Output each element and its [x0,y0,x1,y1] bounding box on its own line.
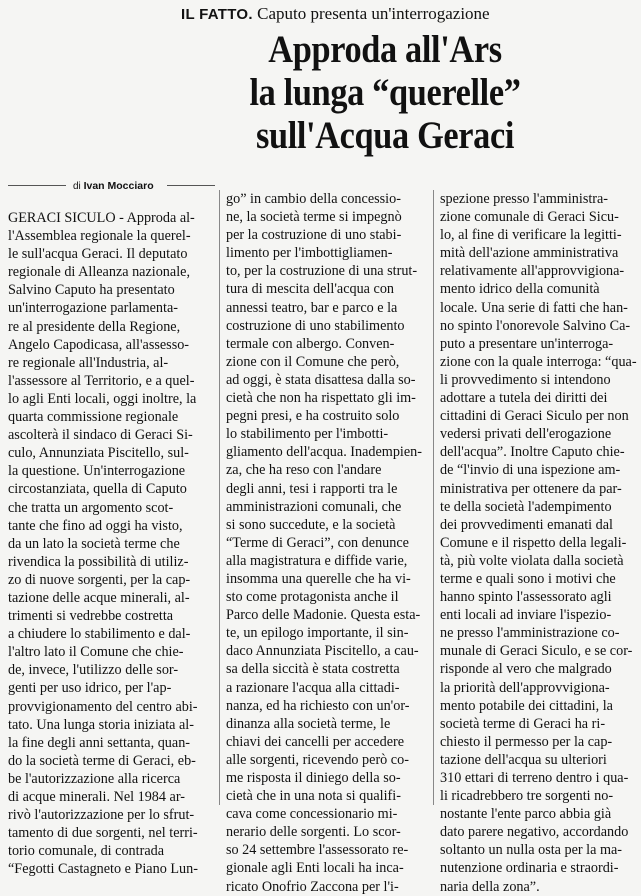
article-text-line: trimenti si vedrebbe costretta [8,608,174,625]
article-kicker [181,4,621,25]
article-text-line: limento per l'imbottigliamen- [226,245,393,262]
article-text-line: la fine degli anni settanta, quan- [8,734,191,751]
article-column-2 [226,190,430,896]
article-text-line: cava come concessionario mi- [226,806,398,823]
article-text-line: insomma una querelle che ha vi- [226,570,411,587]
column-divider [219,190,220,805]
article-text-line: tazione dell'acqua su ulteriori [440,751,607,768]
article-text-line: de, invece, l'utilizzo delle sor- [8,662,179,679]
byline-rule [8,185,66,186]
article-text-line: società terme di Geraci ha ri- [440,715,606,732]
article-text-line: ne, la società terme si impegnò [226,209,402,226]
kicker-tag: IL FATTO. [181,6,253,23]
article-text-line: naria della zona”. [440,878,540,895]
article-text-line: sa della siccità è stata costretta [226,661,400,678]
article-text-line: nerario delle sorgenti. Lo scor- [226,824,401,841]
article-text-line: a chiudere lo stabilimento e dal- [8,626,191,643]
article-text-line: costruzione di uno stabilimento [226,317,405,334]
article-text-line: Parco delle Madonie. Questa esta- [226,607,421,624]
column-divider [433,190,434,805]
article-text-line: zione con il Comune che però, [226,353,400,370]
article-text-line: lo agli Enti locali, oggi inoltre, la [8,390,197,407]
article-text-line: vedersi privati dell'erogazione [440,426,612,443]
article-text-line: terme e quali sono i motivi che [440,570,616,587]
article-text-line: si sono succedute, e la società [226,516,396,533]
article-text-line: de “l'invio di una ispezione am- [440,462,621,479]
article-text-line: Comune e il rispetto della legali- [440,534,627,551]
article-text-line: zione con la quale interroga: “qua- [440,353,637,370]
article-text-line: “Fegotti Castagneto e Piano Lun- [8,861,198,878]
article-text-line: culo, Annunziata Piscitello, sul- [8,445,189,462]
article-text-line: l'altro lato il Comune che chie- [8,644,184,661]
headline-line: la lunga “querelle” [249,71,521,114]
byline-author: Ivan Mocciaro [83,180,154,192]
article-text-line: quarta commissione regionale [8,409,179,426]
article-text-line: go” in cambio della concessio- [226,191,401,207]
byline-prefix: di [73,181,81,192]
article-text-line: enti locali ad inviare l'ispezio- [440,607,612,624]
article-text-line: un'interrogazione parlamenta- [8,300,178,317]
article-text-line: so 24 settembre l'assessorato re- [226,842,409,859]
article-text-line: no spinto l'onorevole Salvino Ca- [440,317,631,334]
article-text-line: ricato Onofrio Zaccona per l'i- [226,878,399,895]
headline-line: sull'Acqua Geraci [255,114,515,157]
byline [73,180,154,192]
article-text-line: adottare a tutela dei diritti dei [440,390,608,407]
article-text-line: dei provvedimenti emanati dal [440,516,613,533]
article-text-line: ascolterà il sindaco di Geraci Si- [8,427,193,444]
article-text-line: per la costruzione di uno stabi- [226,227,402,244]
article-text-line: cietà che in una nota si qualifi- [226,788,401,805]
article-text-line: di acque minerali. Nel 1984 ar- [8,789,185,805]
article-text-line: alle sorgenti, ricevendo però co- [226,751,409,768]
article-text-line: a razionare l'acqua alla cittadi- [226,679,400,696]
article-text-line: to, per la costruzione di una strut- [226,263,418,280]
article-text-line: da un lato la società terme che [8,535,180,552]
article-text-line: zo di nuove sorgenti, per la cap- [8,571,191,588]
article-text-line: GERACI SICULO - Approda al- [8,210,195,226]
article-text-line: regionale di Alleanza nazionale, [8,264,190,281]
article-text-line: locale. Una serie di fatti che han- [440,299,628,316]
article-text-line: re al presidente della Regione, [8,318,181,335]
article-text-line: dell'acqua”. Inoltre Caputo chie- [440,444,625,461]
article-text-line: torio comunale, di contrada [8,843,165,860]
article-text-line: Angelo Capodicasa, all'assesso- [8,336,190,353]
article-text-line: tante che fino ad oggi ha visto, [8,517,183,534]
article-text-line: sto come protagonista anche il [226,589,399,606]
article-text-line: li provvedimento si intendono [440,371,611,388]
article-text-line: la priorità dell'approvvigiona- [440,679,610,696]
article-text-line: tura di mescita dell'acqua con [226,281,395,298]
headline [178,28,592,157]
article-text-line: rivò l'autorizzazione per lo sfrut- [8,807,195,824]
article-text-line: relativamente all'approvvigiona- [440,263,625,280]
article-text-line: te della società l'adempimento [440,498,612,515]
byline-rule [167,185,215,186]
article-column-1 [8,209,212,878]
article-text-line: lo, al fine di verificare la legitti- [440,227,622,244]
article-text-line: l'assessore al Territorio, e a quel- [8,372,195,389]
article-text-line: spezione presso l'amministra- [440,191,609,207]
article-text-line: soltanto un nulla osta per la ma- [440,842,623,859]
article-text-line: tato. Una lunga storia iniziata al- [8,716,194,733]
article-text-line: dinanza alla società terme, le [226,715,391,732]
article-text-line: lo stabilimento per l'imbotti- [226,426,389,443]
article-text-line: le sull'acqua Geraci. Il deputato [8,246,188,263]
article-text-line: nutenzione ordinaria e straordi- [440,860,619,877]
article-text-line: munale di Geraci Siculo, e se cor- [440,643,633,660]
article-text-line: ministrativa per ottenere da par- [440,480,622,497]
article-text-line: cittadini di Geraci Siculo per non [440,408,629,425]
article-text-line: ne presso l'amministrazione co- [440,625,620,642]
article-text-line: l'Assemblea regionale la querel- [8,228,191,245]
article-text-line: re regionale all'Industria, al- [8,354,169,371]
article-text-line: 310 ettari di terreno dentro i qua- [440,770,629,786]
article-text-line: do la società terme di Geraci, eb- [8,752,196,769]
article-text-line: gliamento dell'acqua. Inadempien- [226,444,422,461]
article-text-line: zione comunale di Geraci Sicu- [440,209,619,226]
article-text-line: termale con albergo. Conven- [226,335,395,352]
article-text-line: genti per uso idrico, per l'ap- [8,680,172,697]
article-text-line: me risposta il diniego della so- [226,770,401,786]
article-text-line: nanza, ed ha richiesto con un'or- [226,697,410,714]
article-text-line: amministrazioni comunali, che [226,498,402,515]
article-text-line: annessi teatro, bar e parco e la [226,299,398,316]
article-text-line: puto a presentare un'interroga- [440,335,614,352]
article-text-line: tazione delle acque minerali, al- [8,589,190,606]
article-text-line: chiesto il permesso per la cap- [440,733,613,750]
article-text-line: la questione. Un'interrogazione [8,463,186,480]
article-text-line: te, un epilogo importante, il sin- [226,625,409,642]
article-text-line: Salvino Caputo ha presentato [8,282,175,299]
article-text-line: chiavi dei cancelli per accedere [226,733,405,750]
kicker-text: Caputo presenta un'interrogazione [257,4,490,23]
article-text-line: rivendica la possibilità di utiliz- [8,553,189,570]
article-text-line: tamento di due sorgenti, nel terri- [8,825,198,842]
headline-line: Approda all'Ars [268,28,502,71]
article-text-line: pegni presi, e ha costruito solo [226,408,400,425]
article-text-line: gionale agli Enti locali ha inca- [226,860,404,877]
article-text-line: tà, più volte violata dalla società [440,552,624,569]
article-column-3 [440,190,640,896]
article-text-line: circostanziata, quella di Caputo [8,481,187,498]
article-text-line: ad oggi, è stata disattesa dalla so- [226,371,416,388]
article-text-line: alla magistratura e diffide varie, [226,552,408,569]
article-text-line: cietà che non ha rispettato gli im- [226,390,416,407]
article-text-line: risponde al vero che malgrado [440,661,612,678]
article-text-line: za, che ha reso con l'andare [226,462,382,479]
article-text-line: mità dell'azione amministrativa [440,245,619,262]
article-text-line: dato parere negativo, accordando [440,824,629,841]
article-text-line: “Terme di Geraci”, con denunce [226,534,409,551]
article-text-line: che tratta un argomento scot- [8,499,174,516]
article-text-line: li ricadrebbero tre sorgenti no- [440,788,614,805]
article-text-line: hanno spinto l'assessorato agli [440,589,612,606]
article-text-line: daco Annunziata Piscitello, a cau- [226,643,419,660]
article-text-line: mento potabile dei cittadini, la [440,697,613,714]
article-text-line: be l'autorizzazione alla ricerca [8,770,181,787]
article-text-line: nostante l'ente parco abbia già [440,806,612,823]
article-text-line: degli anni, tesi i rapporti tra le [226,480,398,497]
article-text-line: provvigionamento del centro abi- [8,698,198,715]
article-text-line: mento idrico della comunità [440,281,600,298]
